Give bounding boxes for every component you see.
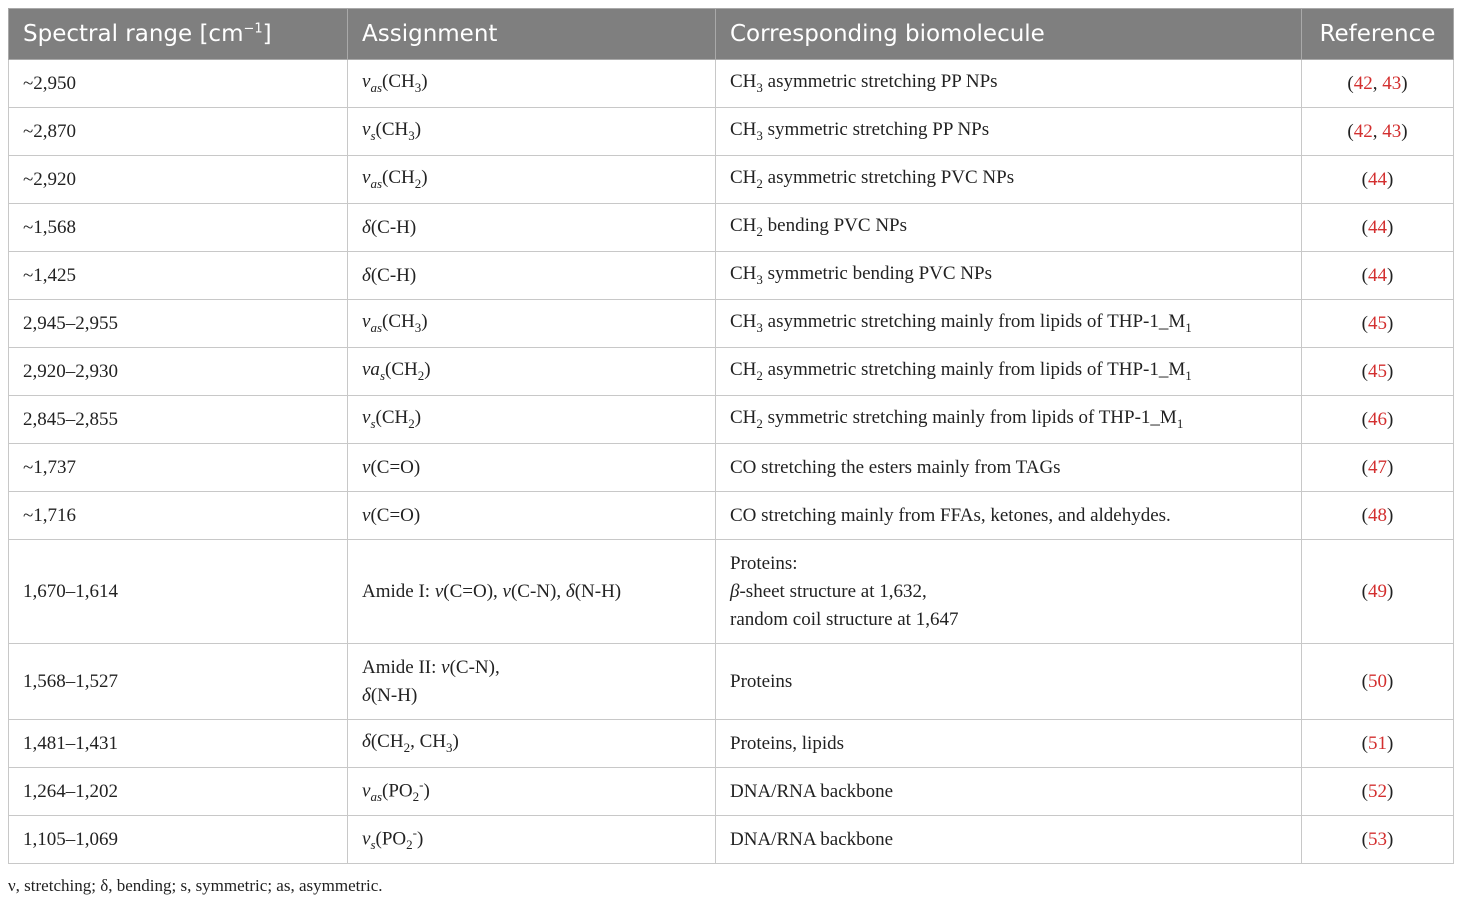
reference-link[interactable]: 45 — [1368, 312, 1387, 334]
reference-link[interactable]: 45 — [1368, 360, 1387, 382]
cell-assignment: v(C=O) — [348, 444, 716, 492]
table-row — [9, 540, 1454, 644]
cell-biomolecule: $CH_2$ asymmetric stretching PVC NPs — [716, 156, 1302, 204]
cell-biomolecule: $CH_3$ asymmetric stretching PP NPs — [716, 60, 1302, 108]
table-row — [9, 204, 1454, 252]
cell-reference: (45) — [1302, 300, 1454, 348]
cell-assignment: δ(C-H) — [348, 204, 716, 252]
table-row — [9, 720, 1454, 768]
table-row — [9, 60, 1454, 108]
cell-assignment: δ(C-H) — [348, 252, 716, 300]
cell-range: 2,845–2,855 — [9, 396, 348, 444]
table-row — [9, 444, 1454, 492]
reference-link[interactable]: 43 — [1382, 72, 1402, 94]
cell-reference: (45) — [1302, 348, 1454, 396]
table-row — [9, 816, 1454, 864]
reference-link[interactable]: 44 — [1368, 168, 1387, 190]
cell-biomolecule: CO stretching the esters mainly from TAGs — [716, 444, 1302, 492]
cell-assignment: $v_s(CH_2)$ — [348, 396, 716, 444]
table-row — [9, 644, 1454, 720]
cell-biomolecule: $CH_2$ asymmetric stretching mainly from lipids of THP-$1\_M_1$ — [716, 348, 1302, 396]
cell-assignment: $v_{as}(PO_2^-)$ — [348, 768, 716, 816]
cell-range: ~2,870 — [9, 108, 348, 156]
cell-reference: (44) — [1302, 252, 1454, 300]
spectral-assignment-table — [8, 8, 1454, 864]
cell-reference: (42, 43) — [1302, 60, 1454, 108]
cell-reference: (44) — [1302, 204, 1454, 252]
cell-biomolecule: $CH_2$ bending PVC NPs — [716, 204, 1302, 252]
cell-reference: (42, 43) — [1302, 108, 1454, 156]
table-header-row — [9, 9, 1454, 60]
table-row — [9, 156, 1454, 204]
cell-biomolecule: $CH_3$ asymmetric stretching mainly from lipids of THP-$1\_M_1$ — [716, 300, 1302, 348]
cell-biomolecule: Proteins: β-sheet structure at 1,632, random coil structure at 1,647 — [716, 540, 1302, 644]
table-row — [9, 396, 1454, 444]
reference-link[interactable]: 46 — [1368, 408, 1387, 430]
reference-link[interactable]: 42 — [1353, 72, 1373, 94]
cell-assignment: $v_s(CH_3)$ — [348, 108, 716, 156]
table-row — [9, 108, 1454, 156]
cell-range: ~1,425 — [9, 252, 348, 300]
reference-link[interactable]: 44 — [1368, 216, 1387, 238]
cell-range: ~1,737 — [9, 444, 348, 492]
reference-link[interactable]: 43 — [1382, 120, 1402, 142]
table-row — [9, 768, 1454, 816]
reference-link[interactable]: 44 — [1368, 264, 1387, 286]
header-reference: Reference — [1302, 9, 1454, 60]
reference-link[interactable]: 50 — [1368, 670, 1387, 692]
table-row — [9, 348, 1454, 396]
cell-assignment: $v_{as}(CH_3)$ — [348, 60, 716, 108]
cell-biomolecule: DNA/RNA backbone — [716, 768, 1302, 816]
cell-biomolecule: Proteins, lipids — [716, 720, 1302, 768]
cell-reference: (46) — [1302, 396, 1454, 444]
cell-reference: (49) — [1302, 540, 1454, 644]
cell-assignment: v(C=O) — [348, 492, 716, 540]
header-biomolecule: Corresponding biomolecule — [716, 9, 1302, 60]
reference-link[interactable]: 49 — [1368, 580, 1387, 602]
reference-link[interactable]: 52 — [1368, 780, 1387, 802]
cell-biomolecule: $CH_2$ symmetric stretching mainly from lipids of THP-$1\_M_1$ — [716, 396, 1302, 444]
table-footnote: ν, stretching; δ, bending; s, symmetric; as, asymmetric. — [8, 876, 383, 895]
cell-assignment: $v_s(PO_2^-)$ — [348, 816, 716, 864]
table-row — [9, 300, 1454, 348]
cell-range: ~1,716 — [9, 492, 348, 540]
cell-range: 1,568–1,527 — [9, 644, 348, 720]
reference-link[interactable]: 42 — [1353, 120, 1373, 142]
cell-reference: (53) — [1302, 816, 1454, 864]
cell-range: 1,670–1,614 — [9, 540, 348, 644]
cell-assignment: $va_s(CH_2)$ — [348, 348, 716, 396]
cell-reference: (50) — [1302, 644, 1454, 720]
reference-link[interactable]: 53 — [1368, 828, 1387, 850]
cell-reference: (51) — [1302, 720, 1454, 768]
cell-range: 1,264–1,202 — [9, 768, 348, 816]
cell-range: ~2,920 — [9, 156, 348, 204]
cell-biomolecule: CO stretching mainly from FFAs, ketones, and aldehydes. — [716, 492, 1302, 540]
reference-link[interactable]: 47 — [1368, 456, 1387, 478]
header-assignment: Assignment — [348, 9, 716, 60]
cell-range: 1,105–1,069 — [9, 816, 348, 864]
cell-range: 2,920–2,930 — [9, 348, 348, 396]
cell-biomolecule: Proteins — [716, 644, 1302, 720]
cell-assignment: Amide I: v(C=O), v(C-N), δ(N-H) — [348, 540, 716, 644]
cell-assignment: $v_{as}(CH_2)$ — [348, 156, 716, 204]
cell-range: 1,481–1,431 — [9, 720, 348, 768]
cell-reference: (48) — [1302, 492, 1454, 540]
cell-assignment: Amide II: v(C-N), δ(N-H) — [348, 644, 716, 720]
cell-biomolecule: DNA/RNA backbone — [716, 816, 1302, 864]
cell-assignment: $\delta(CH_2$, $CH_3$) — [348, 720, 716, 768]
reference-link[interactable]: 51 — [1368, 732, 1387, 754]
cell-biomolecule: $CH_3$ symmetric stretching PP NPs — [716, 108, 1302, 156]
cell-reference: (47) — [1302, 444, 1454, 492]
cell-range: ~2,950 — [9, 60, 348, 108]
header-spectral-range: Spectral range $[cm^{-1}]$ — [9, 9, 348, 60]
cell-range: 2,945–2,955 — [9, 300, 348, 348]
cell-biomolecule: $CH_3$ symmetric bending PVC NPs — [716, 252, 1302, 300]
table-row — [9, 492, 1454, 540]
cell-reference: (52) — [1302, 768, 1454, 816]
table-row — [9, 252, 1454, 300]
cell-range: ~1,568 — [9, 204, 348, 252]
cell-assignment: $v_{as}(CH_3)$ — [348, 300, 716, 348]
cell-reference: (44) — [1302, 156, 1454, 204]
spectral-table-container — [8, 8, 1453, 864]
reference-link[interactable]: 48 — [1368, 504, 1387, 526]
